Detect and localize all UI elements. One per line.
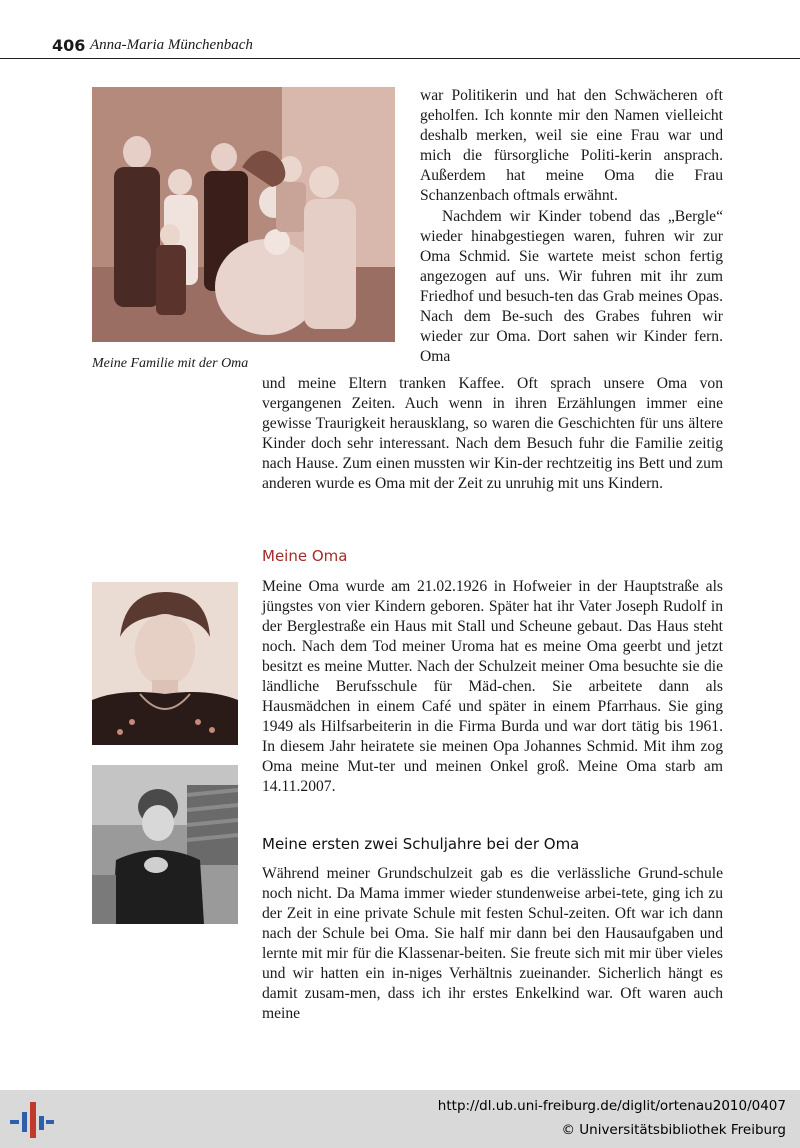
paragraph-2a: Nachdem wir Kinder tobend das „Bergle“ wieder hinabgestiegen waren, fuhren wir zur Oma Schmid. Sie wartete meist schon fertig angezogen auf uns. Wir fuhren mit ihr zum Friedhof und besuch-ten das Grab meines Opas. Nach dem Be-such des Grabes fuhren wir wieder zur Oma. Dort sahen wir Kinder fern. Oma — [420, 208, 723, 365]
family-photo — [92, 87, 395, 342]
paragraph-1: war Politikerin und hat den Schwächeren oft geholfen. Ich konnte mir den Namen vielleicht deshalb merken, weil sie eine Frau war und mich die fürsorgliche Politi-kerin ansprach. Außerdem hat meine Oma die Frau Schanzenbach oftmals erwähnt. — [420, 87, 723, 204]
section-heading-schuljahre: Meine ersten zwei Schuljahre bei der Oma — [262, 835, 580, 853]
ub-freiburg-logo-icon — [10, 1098, 54, 1142]
paragraph-2b: und meine Eltern tranken Kaffee. Oft sprach unsere Oma von vergangenen Zeiten. Auch wenn in ihren Erzählungen immer eine gewisse Traurigkeit herausklang, so waren die Geschichten für uns ältere Kinder doch sehr interessant. Nach dem Besuch fuhr die Familie zeitig nach Hause. Zum einen mussten wir Kin-der rechtzeitig ins Bett und zum anderen wurde es Oma mit der Zeit zu unruhig mit uns Kindern. — [262, 375, 723, 492]
running-head-author: Anna-Maria Münchenbach — [90, 37, 253, 53]
paragraph-3: Meine Oma wurde am 21.02.1926 in Hofweier in der Hauptstraße als jüngstes von vier Kindern geboren. Später hat ihr Vater Joseph Rudolf in der Berglestraße ein Haus mit Stall und Scheune gebaut. Das Haus steht noch. Nach dem Tod meiner Uroma hat es meine Oma geerbt und jetzt besitzt es meine Mutter. Nach der Schulzeit meiner Oma besuchte sie die ländliche Berufsschule für Mäd-chen. Sie arbeitete dann als Hausmädchen in einem Café und später in einem Pfarrhaus. Sie ging 1949 als Hilfsarbeiterin in die Firma Burda und war dort tätig bis 1961. In diesem Jahr heiratete sie meinen Opa Johannes Schmid. Mit ihm zog Oma meine Mut-ter und meinen Onkel groß. Meine Oma starb am 14.11.2007. — [262, 578, 723, 795]
section-heading-meine-oma: Meine Oma — [262, 547, 348, 565]
footer-url-link[interactable]: http://dl.ub.uni-freiburg.de/diglit/ortenau2010/0407 — [437, 1098, 786, 1114]
page-header — [0, 34, 800, 59]
page-footer — [0, 1090, 800, 1148]
paragraph-4: Während meiner Grundschulzeit gab es die verlässliche Grund-schule noch nicht. Da Mama immer wieder stundenweise arbei-tete, ging ich zu der Zeit in eine private Schule mit festen Schul-zeiten. Oft war ich dann nach der Schule bei Oma. Sie half mir dann bei den Hausaufgaben und lernte mit mir für die Klassenar-beiten. Sie freute sich mit mir über vieles und wir hatten ein in-niges Verhältnis zueinander. Sicherlich hängt es damit zusam-men, dass ich ihr erstes Enkelkind war. Oft waren auch meine — [262, 865, 723, 1022]
footer-copyright: © Universitätsbibliothek Freiburg — [561, 1122, 786, 1138]
page-number: 406 — [52, 36, 86, 55]
family-photo-caption: Meine Familie mit der Oma — [92, 356, 249, 371]
oma-seated-photo — [92, 765, 238, 924]
oma-portrait-photo — [92, 582, 238, 745]
